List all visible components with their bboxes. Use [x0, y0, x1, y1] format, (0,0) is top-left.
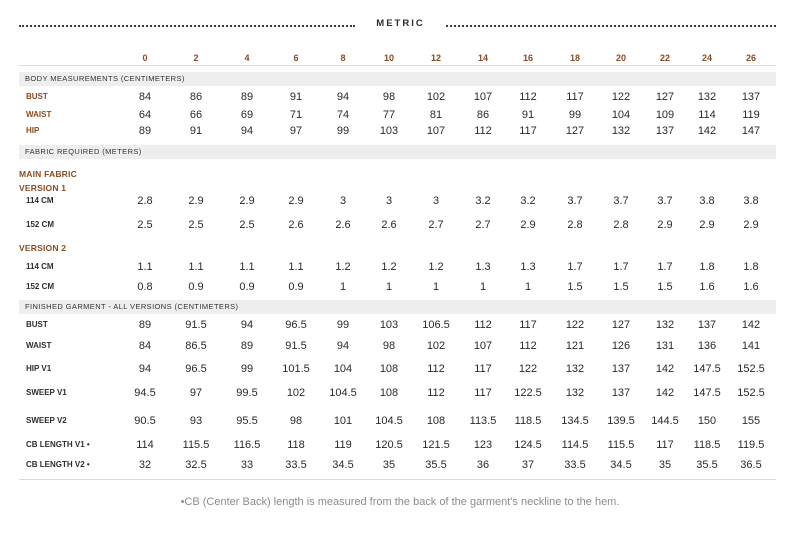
table-cell: 137: [697, 319, 717, 331]
table-cell: 0.9: [188, 281, 204, 293]
table-cell: 99: [336, 125, 350, 137]
row-label: CB LENGTH V1 •: [26, 440, 90, 449]
table-cell: 86: [189, 91, 203, 103]
table-cell: 33.5: [564, 459, 586, 471]
table-cell: 147.5: [693, 363, 721, 375]
section-label: FINISHED GARMENT - ALL VERSIONS (CENTIMETERS): [25, 302, 239, 311]
table-cell: 124.5: [514, 439, 542, 451]
table-cell: 109: [655, 109, 675, 121]
table-cell: 94.5: [134, 387, 156, 399]
table-cell: 103: [379, 319, 399, 331]
section-label: BODY MEASUREMENTS (CENTIMETERS): [25, 74, 185, 83]
table-row: [19, 108, 776, 122]
table-cell: 98: [382, 340, 396, 352]
table-cell: 116.5: [233, 439, 261, 451]
table-cell: 131: [655, 340, 675, 352]
table-cell: 2.7: [428, 219, 444, 231]
table-cell: 108: [379, 387, 399, 399]
table-cell: 1.2: [335, 261, 351, 273]
table-cell: 147: [741, 125, 761, 137]
table-cell: 112: [519, 340, 537, 352]
table-cell: 121: [565, 340, 585, 352]
main-fabric-label: MAIN FABRIC: [19, 169, 77, 179]
table-cell: 3.7: [657, 195, 673, 207]
table-cell: 152.5: [737, 387, 765, 399]
table-cell: 34.5: [610, 459, 632, 471]
table-cell: 137: [655, 125, 675, 137]
section-label: FABRIC REQUIRED (METERS): [25, 147, 142, 156]
size-header-cell: 22: [659, 53, 670, 63]
table-cell: 99: [240, 363, 254, 375]
table-cell: 3: [432, 195, 440, 207]
table-cell: 137: [611, 363, 631, 375]
table-cell: 139.5: [607, 415, 635, 427]
row-label: HIP: [26, 126, 40, 135]
table-cell: 117: [519, 125, 537, 137]
row-label: SWEEP V2: [26, 416, 67, 425]
size-header-cell: 18: [569, 53, 580, 63]
row-label: WAIST: [26, 341, 52, 350]
size-header-row: [19, 51, 776, 65]
table-cell: 137: [611, 387, 631, 399]
table-cell: 117: [519, 319, 537, 331]
table-cell: 132: [565, 363, 585, 375]
table-cell: 3: [339, 195, 347, 207]
table-cell: 117: [474, 387, 492, 399]
footnote: •CB (Center Back) length is measured from the back of the garment's neckline to the hem.: [180, 496, 620, 508]
table-cell: 89: [138, 319, 152, 331]
table-cell: 1.3: [475, 261, 491, 273]
table-cell: 2.6: [381, 219, 397, 231]
size-header-cell: 8: [340, 53, 346, 63]
table-cell: 91: [289, 91, 303, 103]
table-cell: 119: [742, 109, 760, 121]
table-cell: 1.6: [699, 281, 715, 293]
table-cell: 2.5: [188, 219, 204, 231]
table-cell: 1.2: [381, 261, 397, 273]
size-header-cell: 4: [244, 53, 250, 63]
table-row: [19, 458, 776, 472]
table-cell: 114.5: [561, 439, 589, 451]
table-cell: 94: [336, 91, 350, 103]
table-cell: 99: [336, 319, 350, 331]
table-cell: 1.6: [743, 281, 759, 293]
row-label: BUST: [26, 320, 48, 329]
table-cell: 119: [334, 439, 352, 451]
table-cell: 36.5: [740, 459, 762, 471]
size-header-cell: 20: [615, 53, 626, 63]
table-cell: 35: [382, 459, 396, 471]
table-cell: 102: [426, 91, 446, 103]
row-label: HIP V1: [26, 364, 52, 373]
table-cell: 1.5: [567, 281, 583, 293]
table-cell: 117: [566, 91, 584, 103]
table-cell: 142: [655, 387, 675, 399]
table-cell: 97: [189, 387, 203, 399]
divider: [19, 479, 776, 480]
table-cell: 107: [473, 91, 493, 103]
row-label: WAIST: [26, 110, 52, 119]
table-cell: 117: [474, 363, 492, 375]
table-cell: 1.8: [743, 261, 759, 273]
table-cell: 3.2: [475, 195, 491, 207]
table-cell: 101.5: [282, 363, 310, 375]
table-cell: 114: [136, 439, 154, 451]
table-cell: 2.6: [288, 219, 304, 231]
table-cell: 32: [138, 459, 152, 471]
table-cell: 134.5: [561, 415, 589, 427]
table-cell: 90.5: [134, 415, 156, 427]
title-divider-left: [19, 25, 355, 27]
table-cell: 2.9: [520, 219, 536, 231]
table-cell: 66: [189, 109, 203, 121]
table-cell: 33: [240, 459, 254, 471]
table-cell: 84: [138, 91, 152, 103]
table-cell: 127: [565, 125, 585, 137]
table-cell: 98: [382, 91, 396, 103]
table-cell: 3.2: [520, 195, 536, 207]
table-cell: 137: [741, 91, 761, 103]
table-cell: 117: [656, 439, 674, 451]
table-cell: 102: [286, 387, 306, 399]
table-row: [19, 318, 776, 332]
table-cell: 94: [138, 363, 152, 375]
table-cell: 1.1: [239, 261, 255, 273]
table-cell: 150: [697, 415, 717, 427]
table-cell: 3.7: [567, 195, 583, 207]
table-cell: 1: [432, 281, 440, 293]
table-cell: 1.1: [137, 261, 153, 273]
table-cell: 127: [655, 91, 675, 103]
table-cell: 3: [385, 195, 393, 207]
table-cell: 2.8: [613, 219, 629, 231]
table-cell: 3.8: [699, 195, 715, 207]
table-cell: 1.7: [657, 261, 673, 273]
table-cell: 1.5: [657, 281, 673, 293]
table-cell: 2.6: [335, 219, 351, 231]
table-cell: 91: [521, 109, 535, 121]
table-cell: 2.5: [239, 219, 255, 231]
table-cell: 132: [655, 319, 675, 331]
table-cell: 2.9: [239, 195, 255, 207]
table-cell: 112: [427, 363, 445, 375]
table-cell: 104.5: [329, 387, 357, 399]
size-header-cell: 26: [745, 53, 756, 63]
table-cell: 106.5: [422, 319, 450, 331]
table-cell: 95.5: [236, 415, 258, 427]
table-cell: 91.5: [185, 319, 207, 331]
table-cell: 93: [189, 415, 203, 427]
table-cell: 112: [427, 387, 445, 399]
size-header-cell: 16: [522, 53, 533, 63]
table-cell: 122: [518, 363, 538, 375]
table-cell: 102: [426, 340, 446, 352]
table-cell: 84: [138, 340, 152, 352]
table-cell: 32.5: [185, 459, 207, 471]
divider: [19, 65, 776, 66]
table-cell: 2.8: [567, 219, 583, 231]
size-header-cell: 2: [193, 53, 199, 63]
table-cell: 2.5: [137, 219, 153, 231]
table-cell: 89: [138, 125, 152, 137]
table-cell: 141: [741, 340, 761, 352]
table-cell: 0.8: [137, 281, 153, 293]
table-cell: 3.8: [743, 195, 759, 207]
table-cell: 142: [741, 319, 761, 331]
version-1-label: VERSION 1: [19, 183, 67, 193]
table-cell: 122: [611, 91, 631, 103]
table-cell: 77: [382, 109, 396, 121]
table-cell: 1.3: [520, 261, 536, 273]
table-cell: 2.7: [475, 219, 491, 231]
table-cell: 118: [287, 439, 305, 451]
table-cell: 89: [240, 91, 254, 103]
table-cell: 98: [289, 415, 303, 427]
table-cell: 91: [189, 125, 203, 137]
table-cell: 34.5: [332, 459, 354, 471]
table-cell: 113.5: [469, 415, 497, 427]
table-row: [19, 218, 776, 232]
section-fabric-required: [19, 145, 776, 159]
table-cell: 118.5: [514, 415, 542, 427]
table-cell: 126: [611, 340, 631, 352]
table-cell: 1.7: [567, 261, 583, 273]
row-label: 114 CM: [26, 196, 54, 205]
table-cell: 123: [473, 439, 493, 451]
table-cell: 81: [429, 109, 443, 121]
table-cell: 1.7: [613, 261, 629, 273]
table-cell: 121.5: [422, 439, 450, 451]
table-cell: 91.5: [285, 340, 307, 352]
section-finished-garment: [19, 300, 776, 314]
size-header-cell: 0: [142, 53, 148, 63]
table-row: [19, 260, 776, 274]
table-cell: 132: [697, 91, 717, 103]
table-cell: 122: [565, 319, 585, 331]
table-row: [19, 414, 776, 428]
table-cell: 1: [385, 281, 393, 293]
table-cell: 108: [379, 363, 399, 375]
table-cell: 1: [339, 281, 347, 293]
table-cell: 112: [474, 319, 492, 331]
table-cell: 155: [741, 415, 761, 427]
table-row: [19, 194, 776, 208]
table-cell: 104.5: [375, 415, 403, 427]
table-row: [19, 124, 776, 138]
table-cell: 142: [697, 125, 717, 137]
table-cell: 107: [473, 340, 493, 352]
table-cell: 35: [658, 459, 672, 471]
table-cell: 94: [240, 125, 254, 137]
table-cell: 119.5: [737, 439, 765, 451]
table-cell: 86.5: [185, 340, 207, 352]
table-cell: 2.9: [657, 219, 673, 231]
table-cell: 115.5: [182, 439, 210, 451]
title-divider-right: [446, 25, 776, 27]
title-header: [19, 14, 776, 34]
table-cell: 2.9: [699, 219, 715, 231]
table-cell: 33.5: [285, 459, 307, 471]
row-label: 114 CM: [26, 262, 54, 271]
table-cell: 115.5: [607, 439, 635, 451]
table-cell: 1.1: [188, 261, 204, 273]
table-cell: 1.5: [613, 281, 629, 293]
row-label: BUST: [26, 92, 48, 101]
table-cell: 0.9: [288, 281, 304, 293]
table-cell: 104: [333, 363, 353, 375]
table-cell: 132: [565, 387, 585, 399]
row-label: 152 CM: [26, 220, 55, 229]
table-row: [19, 386, 776, 400]
table-cell: 142: [655, 363, 675, 375]
table-cell: 152.5: [737, 363, 765, 375]
table-cell: 1.2: [428, 261, 444, 273]
table-cell: 114: [698, 109, 716, 121]
table-cell: 74: [336, 109, 350, 121]
table-cell: 96.5: [285, 319, 307, 331]
table-cell: 103: [379, 125, 399, 137]
table-cell: 37: [521, 459, 535, 471]
table-cell: 104: [611, 109, 631, 121]
table-cell: 94: [336, 340, 350, 352]
table-cell: 97: [289, 125, 303, 137]
row-label: SWEEP V1: [26, 388, 67, 397]
table-cell: 1.8: [699, 261, 715, 273]
table-cell: 36: [476, 459, 490, 471]
table-cell: 2.8: [137, 195, 153, 207]
table-row: [19, 438, 776, 452]
table-cell: 3.7: [613, 195, 629, 207]
size-header-cell: 24: [701, 53, 712, 63]
table-cell: 2.9: [288, 195, 304, 207]
table-cell: 120.5: [375, 439, 403, 451]
table-cell: 122.5: [514, 387, 542, 399]
table-cell: 99.5: [236, 387, 258, 399]
table-cell: 101: [333, 415, 353, 427]
table-cell: 2.9: [188, 195, 204, 207]
table-cell: 1: [524, 281, 532, 293]
table-cell: 112: [474, 125, 492, 137]
table-cell: 94: [240, 319, 254, 331]
size-header-cell: 14: [477, 53, 488, 63]
size-header-cell: 10: [383, 53, 394, 63]
table-cell: 144.5: [651, 415, 679, 427]
page-title: METRIC: [376, 18, 425, 29]
table-cell: 132: [611, 125, 631, 137]
table-cell: 71: [289, 109, 303, 121]
table-row: [19, 362, 776, 376]
table-cell: 35.5: [696, 459, 718, 471]
table-cell: 2.9: [743, 219, 759, 231]
table-cell: 1: [479, 281, 487, 293]
table-cell: 35.5: [425, 459, 447, 471]
row-label: CB LENGTH V2 •: [26, 460, 90, 469]
section-body-measurements: [19, 72, 776, 86]
table-cell: 107: [426, 125, 446, 137]
table-cell: 96.5: [185, 363, 207, 375]
size-header-cell: 12: [430, 53, 441, 63]
table-cell: 108: [426, 415, 446, 427]
table-row: [19, 280, 776, 294]
table-cell: 0.9: [239, 281, 255, 293]
table-cell: 89: [240, 340, 254, 352]
table-cell: 118.5: [693, 439, 721, 451]
size-header-cell: 6: [293, 53, 299, 63]
table-row: [19, 339, 776, 353]
table-cell: 136: [697, 340, 717, 352]
table-cell: 64: [138, 109, 152, 121]
table-cell: 112: [519, 91, 537, 103]
table-cell: 86: [476, 109, 490, 121]
table-cell: 1.1: [288, 261, 304, 273]
version-2-label: VERSION 2: [19, 243, 67, 253]
table-cell: 127: [611, 319, 631, 331]
row-label: 152 CM: [26, 282, 55, 291]
table-cell: 69: [240, 109, 254, 121]
table-cell: 147.5: [693, 387, 721, 399]
table-cell: 99: [568, 109, 582, 121]
table-row: [19, 90, 776, 104]
